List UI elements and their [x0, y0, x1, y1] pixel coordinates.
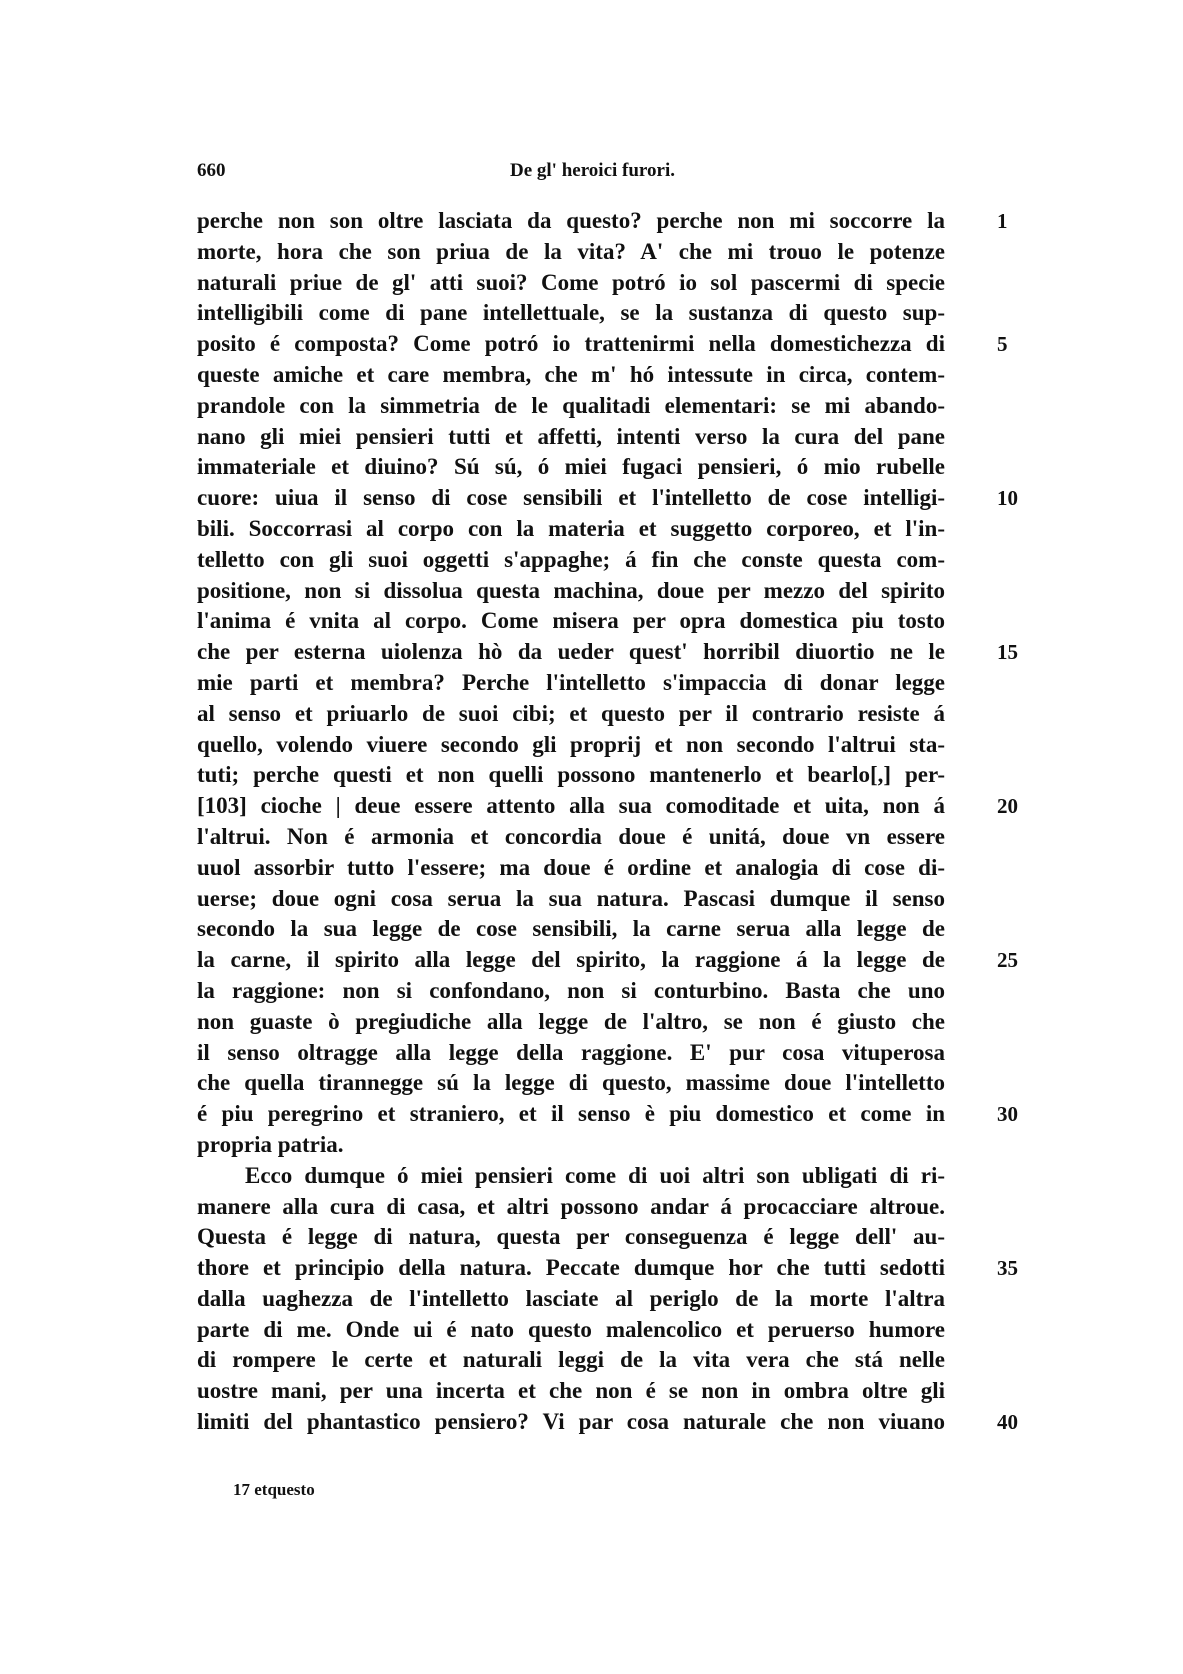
text-line [197, 1161, 987, 1192]
line-text: positione, non si dissolua questa machina, doue per mezzo del spirito [197, 577, 945, 603]
text-line [197, 976, 987, 1007]
text-line [197, 268, 987, 299]
running-title: De gl' heroici furori. [510, 160, 675, 181]
line-text: immateriale et diuino? Sú sú, ó miei fugaci pensieri, ó mio rubelle [197, 454, 945, 480]
page-header [197, 160, 987, 190]
text-line [197, 514, 987, 545]
line-text: limiti del phantastico pensiero? Vi par cosa naturale che non viuano [197, 1409, 945, 1435]
text-line [197, 1284, 987, 1315]
line-text: [103] cioche | deue essere attento alla sua comoditade et uita, non á [197, 793, 945, 819]
text-line [197, 637, 1018, 668]
line-text: cuore: uiua il senso di cose sensibili et l'intelletto de cose intelligi- [197, 485, 945, 511]
text-line [197, 391, 987, 422]
text-line [197, 1315, 987, 1346]
line-text: dalla uaghezza de l'intelletto lasciate al periglo de la morte l'altra [197, 1285, 945, 1311]
text-line [197, 1376, 987, 1407]
page-number: 660 [197, 160, 226, 181]
line-text: mie parti et membra? Perche l'intelletto s'impaccia di donar legge [197, 669, 945, 695]
text-line [197, 1345, 987, 1376]
line-text: queste amiche et care membra, che m' hó intessute in circa, contem- [197, 361, 945, 387]
footnote: 17 etquesto [233, 1480, 315, 1499]
text-line [197, 1192, 987, 1223]
line-text: parte di me. Onde ui é nato questo malencolico et peruerso humore [197, 1316, 945, 1342]
line-text: prandole con la simmetria de le qualitadi elementari: se mi abando- [197, 392, 945, 418]
line-number: 20 [997, 794, 1018, 819]
text-line [197, 668, 987, 699]
text-line [197, 576, 987, 607]
text-line [197, 1099, 1018, 1130]
text-line [197, 853, 987, 884]
line-text: quello, volendo viuere secondo gli proprij et non secondo l'altrui sta- [197, 731, 945, 757]
line-number: 1 [997, 209, 1008, 233]
line-text: la carne, il spirito alla legge del spirito, la raggione á la legge de [197, 947, 945, 973]
line-text: posito é composta? Come potró io trattenirmi nella domestichezza di [197, 331, 945, 357]
line-text: non guaste ò pregiudiche alla legge de l'altro, se non é giusto che [197, 1008, 945, 1034]
text-line [197, 206, 1008, 237]
line-text: il senso oltragge alla legge della raggione. E' pur cosa vituperosa [197, 1039, 945, 1065]
text-line [197, 606, 987, 637]
line-text: propria patria. [197, 1131, 344, 1157]
line-number: 35 [997, 1256, 1018, 1281]
text-line [197, 483, 1018, 514]
text-line [197, 699, 987, 730]
line-text: telletto con gli suoi oggetti s'appaghe; á fin che conste questa com- [197, 546, 945, 572]
text-line [197, 914, 987, 945]
line-text: morte, hora che son priua de la vita? A' che mi trouo le potenze [197, 238, 945, 264]
line-text: nano gli miei pensieri tutti et affetti, intenti verso la cura del pane [197, 423, 945, 449]
line-number: 10 [997, 486, 1018, 511]
line-text: uuol assorbir tutto l'essere; ma doue é ordine et analogia di cose di- [197, 854, 945, 880]
line-text: che per esterna uiolenza hò da ueder quest' horribil diuortio ne le [197, 639, 945, 665]
text-line [197, 237, 987, 268]
text-line [197, 822, 987, 853]
line-number: 30 [997, 1102, 1018, 1127]
line-text: uostre mani, per una incerta et che non é se non in ombra oltre gli [197, 1378, 945, 1404]
text-line [197, 298, 987, 329]
text-line [197, 360, 987, 391]
line-text: bili. Soccorrasi al corpo con la materia et suggetto corporeo, et l'in- [197, 515, 945, 541]
text-line [197, 945, 1018, 976]
line-text: al senso et priuarlo de suoi cibi; et questo per il contrario resiste á [197, 700, 945, 726]
text-line [197, 422, 987, 453]
line-number: 15 [997, 640, 1018, 665]
line-text: tuti; perche questi et non quelli possono mantenerlo et bearlo[,] per- [197, 762, 945, 788]
line-text: thore et principio della natura. Peccate dumque hor che tutti sedotti [197, 1255, 945, 1281]
text-line [197, 791, 1018, 822]
line-number: 5 [997, 332, 1008, 357]
text-line [197, 545, 987, 576]
line-text: intelligibili come di pane intellettuale, se la sustanza di questo sup- [197, 300, 945, 326]
text-line [197, 1007, 987, 1038]
line-text: che quella tirannegge sú la legge di questo, massime doue l'intelletto [197, 1070, 945, 1096]
text-line [197, 1038, 987, 1069]
line-text: di rompere le certe et naturali leggi de la vita vera che stá nelle [197, 1347, 945, 1373]
text-line [197, 884, 987, 915]
line-number: 25 [997, 948, 1018, 973]
line-text: Questa é legge di natura, questa per conseguenza é legge dell' au- [197, 1224, 945, 1250]
line-text: secondo la sua legge de cose sensibili, la carne serua alla legge de [197, 916, 945, 942]
text-line [197, 730, 987, 761]
line-text: uerse; doue ogni cosa serua la sua natura. Pascasi dumque il senso [197, 885, 945, 911]
text-line [197, 760, 987, 791]
line-text: manere alla cura di casa, et altri possono andar á procacciare altroue. [197, 1193, 945, 1219]
text-line [197, 452, 987, 483]
body-text [197, 206, 1018, 1438]
text-line [197, 1130, 987, 1161]
text-line [197, 1068, 987, 1099]
line-text: perche non son oltre lasciata da questo? perche non mi soccorre la [197, 208, 945, 233]
line-number: 40 [997, 1410, 1018, 1435]
text-line [197, 329, 1008, 360]
line-text: naturali priue de gl' atti suoi? Come potró io sol pascermi di specie [197, 269, 945, 295]
line-text: Ecco dumque ó miei pensieri come di uoi altri son ubligati di ri- [245, 1162, 945, 1188]
line-text: la raggione: non si confondano, non si conturbino. Basta che uno [197, 977, 945, 1003]
text-line [197, 1407, 1018, 1438]
text-line [197, 1253, 1018, 1284]
line-text: é piu peregrino et straniero, et il senso è piu domestico et come in [197, 1101, 945, 1127]
line-text: l'altrui. Non é armonia et concordia doue é unitá, doue vn essere [197, 823, 945, 849]
text-line [197, 1222, 987, 1253]
line-text: l'anima é vnita al corpo. Come misera per opra domestica piu tosto [197, 608, 945, 634]
